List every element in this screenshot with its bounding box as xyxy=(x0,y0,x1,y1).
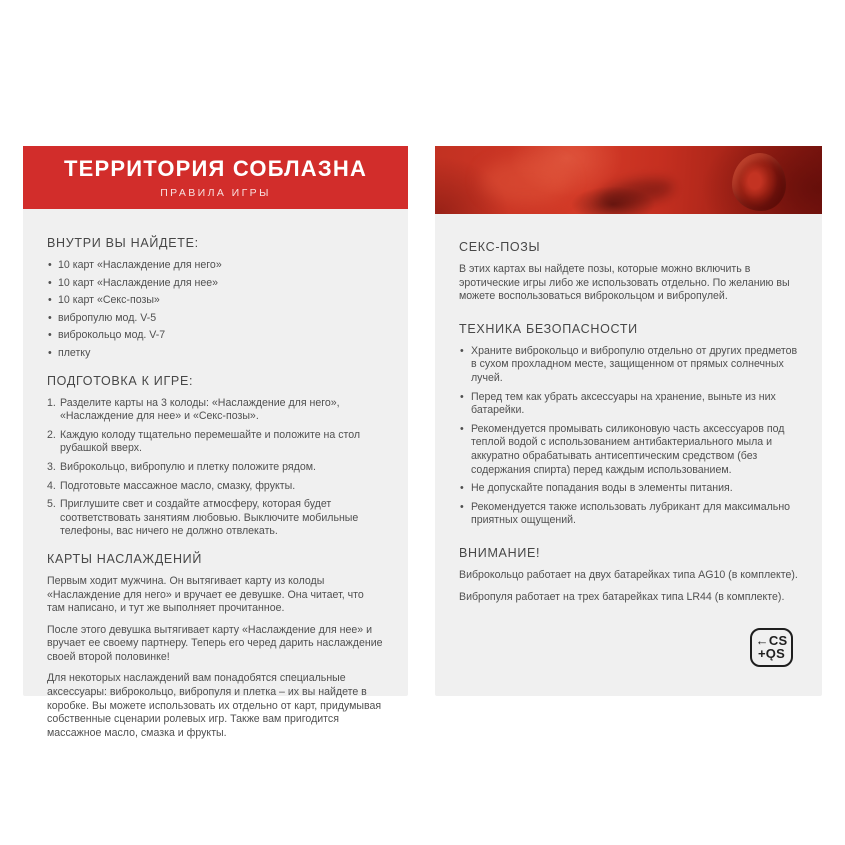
section-heading-preparation: ПОДГОТОВКА К ИГРЕ: xyxy=(47,373,194,388)
rules-card-right xyxy=(435,146,822,696)
ecstas-logo-row-top: ←CS xyxy=(755,633,788,648)
contents-list xyxy=(47,259,384,361)
contents-list-item: • 10 карт «Наслаждение для него» xyxy=(47,259,384,273)
photo-shadow xyxy=(596,175,675,212)
safety-list-item: • Рекомендуется промывать силиконовую часть аксессуаров под теплой водой с использованием антибактериального мыла и аккуратно обрабатывать антисептическим средством (без содержания спирта) перед каждым использованием. xyxy=(459,423,798,477)
paragraph: Первым ходит мужчина. Он вытягивает карту из колоды «Наслаждение для него» и вручает ее девушке. Она читает, что там написано, и тут же выполняет прочитанное. xyxy=(47,574,364,615)
safety-list-item: • Не допускайте попадания воды в элементы питания. xyxy=(459,482,798,496)
sex-poses-paragraphs xyxy=(459,263,798,304)
contents-list-item: • плетку xyxy=(47,347,384,361)
section-sex-poses xyxy=(459,240,798,304)
left-card-body xyxy=(23,209,408,740)
section-heading-attention: ВНИМАНИЕ! xyxy=(459,545,541,560)
ear-shape xyxy=(732,153,786,211)
photo-highlight xyxy=(481,158,571,204)
contents-list-item: • 10 карт «Секс-позы» xyxy=(47,294,384,308)
right-card-body xyxy=(435,214,822,604)
title-banner xyxy=(23,146,408,209)
preparation-step: Виброкольцо, вибропулю и плетку положите рядом. xyxy=(60,460,316,473)
paragraph: Вибропуля работает на трех батарейках типа LR44 (в комплекте). xyxy=(459,590,785,603)
safety-list-item: • Рекомендуется также использовать лубрикант для максимально приятных ощущений. xyxy=(459,501,798,528)
ecstas-logo xyxy=(750,628,793,667)
preparation-steps-list xyxy=(47,397,384,539)
safety-list-item: • Перед тем как убрать аксессуары на хранение, выньте из них батарейки. xyxy=(459,391,798,418)
kiss-photo-banner xyxy=(435,146,822,214)
preparation-step: Подготовьте массажное масло, смазку, фрукты. xyxy=(60,479,296,492)
rules-card-left xyxy=(23,146,408,739)
game-subtitle: ПРАВИЛА ИГРЫ xyxy=(160,187,271,199)
paragraph: Виброкольцо работает на двух батарейках типа AG10 (в комплекте). xyxy=(459,568,798,581)
attention-paragraphs xyxy=(459,569,798,604)
section-heading-safety: ТЕХНИКА БЕЗОПАСНОСТИ xyxy=(459,321,638,336)
ecstas-logo-row-bottom: +ǪS xyxy=(758,645,785,661)
paragraph: Для некоторых наслаждений вам понадобятся специальные аксессуары: виброкольцо, вибропуля и плетка – их вы найдете в коробке. Вы можете использовать их отдельно от карт, придумывая собственные сценарии ролевых игр. Также вам пригодится массажное масло, смазка и фрукты. xyxy=(47,672,382,739)
pleasure-cards-paragraphs xyxy=(47,575,384,741)
section-preparation xyxy=(47,374,384,539)
preparation-step: Приглушите свет и создайте атмосферу, которая будет соответствовать занятиям любовью. Выключите мобильные телефоны, вас ничего не должно отвлекать. xyxy=(60,498,359,538)
contents-list-item: • вибропулю мод. V-5 xyxy=(47,312,384,326)
paragraph: После этого девушка вытягивает карту «Наслаждение для нее» и вручает ее своему партнеру. Теперь его черед дарить наслаждение своей второй половинке! xyxy=(47,623,383,663)
preparation-step: Каждую колоду тщательно перемешайте и положите на стол рубашкой вверх. xyxy=(60,428,361,455)
section-safety xyxy=(459,322,798,528)
section-pleasure-cards xyxy=(47,552,384,741)
safety-list-item: • Храните виброкольцо и вибропулю отдельно от других предметов в сухом прохладном месте, защищенном от прямых солнечных лучей. xyxy=(459,345,798,386)
safety-list xyxy=(459,345,798,528)
section-heading-pleasure-cards: КАРТЫ НАСЛАЖДЕНИЙ xyxy=(47,551,203,566)
section-inside xyxy=(47,236,384,361)
section-heading-inside: ВНУТРИ ВЫ НАЙДЕТЕ: xyxy=(47,236,199,250)
section-attention xyxy=(459,546,798,604)
preparation-step: Разделите карты на 3 колоды: «Наслаждение для него», «Наслаждение для нее» и «Секс-позы». xyxy=(60,396,340,423)
section-heading-sex-poses: СЕКС-ПОЗЫ xyxy=(459,240,541,254)
paragraph: В этих картах вы найдете позы, которые можно включить в эротические игры либо же использовать отдельно. По желанию вы можете воспользоваться виброкольцом и вибропулей. xyxy=(459,263,790,303)
game-title: ТЕРРИТОРИЯ СОБЛАЗНА xyxy=(63,156,368,181)
contents-list-item: • виброкольцо мод. V-7 xyxy=(47,329,384,343)
contents-list-item: • 10 карт «Наслаждение для нее» xyxy=(47,277,384,291)
